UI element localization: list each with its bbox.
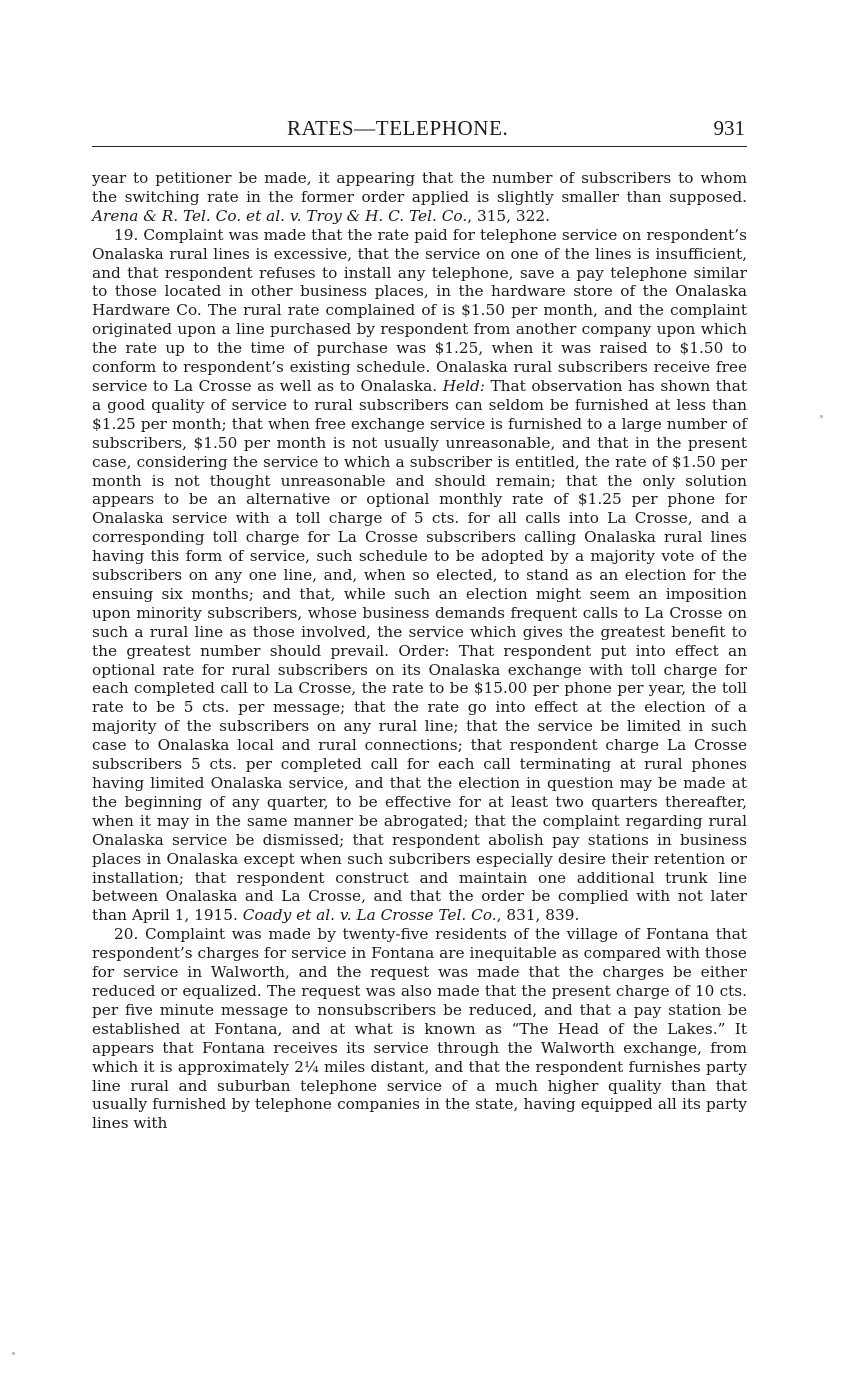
body-text	[92, 169, 747, 1133]
paragraph-20	[92, 925, 747, 1133]
citation-pages: , 831, 839.	[496, 906, 580, 925]
held-label: Held:	[442, 376, 485, 395]
paragraph-text: That observation has shown that a good quality of service to rural subscribers can seldom be furnished at less than $1.25 per month; that when free exchange service is furnished to a large number of subscribers, $1.50 per month is not usually unreasonable, and that in the present case, considering the service to which a subscriber is entitled, the rate of $1.50 per month is not thought unreasonable and should remain; that the only solution appears to be an alternative or optional monthly rate of $1.25 per phone for Onalaska service with a toll charge of 5 cts. for all calls into La Crosse, and a corresponding toll charge for La Crosse subscribers calling Onalaska rural lines having this form of service, such schedule to be adopted by a majority vote of the subscribers on any one line, and, when so elected, to stand as an election for the ensuing six months; and that, while such an election might seem an imposition upon minority subscribers, whose business demands frequent calls to La Crosse on such a rural line as those involved, the service which gives the greatest benefit to the greatest number should prevail. Order: That respondent put into effect an optional rate for rural subscribers on its Onalaska exchange with toll charge for each completed call to La Crosse, the rate to be $15.00 per phone per year, the toll rate to be 5 cts. per message; that the rate go into effect at the election of a majority of the subscribers on any rural line; that the service be limited in such case to Onalaska local and rural connections; that respondent charge La Crosse subscribers 5 cts. per completed call for each call terminating at rural phones having limited Onalaska service, and that the election in question may be made at the beginning of any quarter, to be effective for at least two quarters thereafter, when it may in the same manner be abrogated; that the complaint regarding rural Onalaska service be dismissed; that respondent abolish pay stations in business places in Onalaska except when such subcribers especially desire their retention or installation; that respondent construct and maintain one additional trunk line between Onalaska and La Crosse, and that the order be complied with not later than April 1, 1915.	[92, 376, 747, 925]
citation-pages: , 315, 322.	[467, 206, 550, 225]
case-citation: Arena & R. Tel. Co. et al. v. Troy & H. C. Tel. Co.	[92, 206, 468, 225]
page-number: 931	[713, 116, 745, 140]
paragraph-text: 20. Complaint was made by twenty-five residents of the village of Fontana that respondent’s charges for service in Fontana are inequitable as compared with those for service in Walworth, and the request was made that the charges be either reduced or equalized. The request was also made that the present charge of 10 cts. per five minute message to nonsubscribers be reduced, and that a pay station be established at Fontana, and at what is known as “The Head of the Lakes.” It appears that Fontana receives its service through the Walworth exchange, from which it is approximately 2¼ miles distant, and that the respondent furnishes party line rural and suburban telephone service of a much higher quality than that usually furnished by telephone companies in the state, having equipped all its party lines with	[92, 925, 747, 1133]
scan-speck	[820, 415, 823, 418]
paragraph-text: year to petitioner be made, it appearing that the number of subscribers to whom the switching rate in the former order applied is slightly smaller than supposed.	[92, 169, 747, 206]
paragraph-text: 19. Complaint was made that the rate paid for telephone service on respondent’s Onalaska rural lines is excessive, that the service on one of the lines is insufficient, and that respondent refuses to install any telephone, save a pay telephone similar to those located in other business places, in the hardware store of the Onalaska Hardware Co. The rural rate complained of is $1.50 per month, and the complaint originated upon a line purchased by respondent from another company upon which the rate up to the time of purchase was $1.25, when it was raised to $1.50 to conform to respondent’s existing schedule. Onalaska rural subscribers receive free service to La Crosse as well as to Onalaska.	[92, 225, 747, 395]
scan-speck	[12, 1352, 15, 1355]
paragraph-continued	[92, 169, 747, 226]
case-citation: Coady et al. v. La Crosse Tel. Co.	[242, 906, 497, 925]
page-header	[92, 116, 747, 147]
running-title: RATES—TELEPHONE.	[287, 116, 509, 140]
paragraph-19	[92, 226, 747, 926]
